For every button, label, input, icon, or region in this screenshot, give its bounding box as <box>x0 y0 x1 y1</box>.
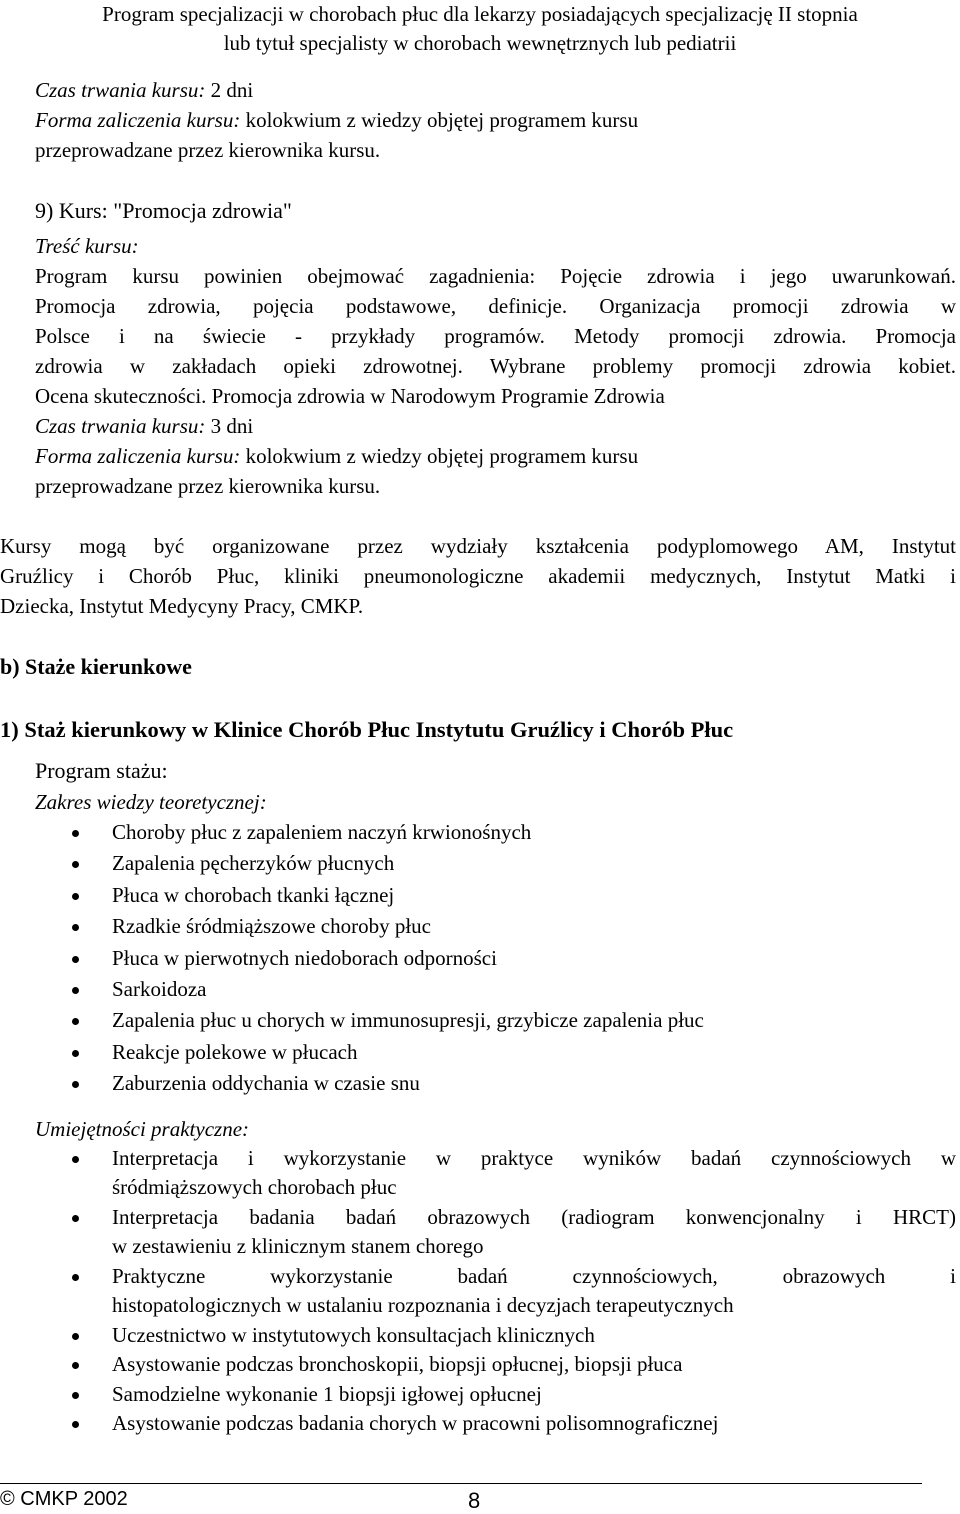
course8-duration <box>0 75 960 105</box>
list-item-line-2: histopatologicznych w ustalaniu rozpoznania i decyzjach terapeutycznych <box>112 1293 734 1318</box>
list-item <box>0 1321 960 1351</box>
list-item-line-1: Interpretacja i wykorzystanie w praktyce wyników badań czynnościowych w <box>112 1145 956 1170</box>
duration-value: 3 dni <box>205 414 254 438</box>
content-label: Treść kursu: <box>35 234 139 258</box>
list-item-line-1: Samodzielne wykonanie 1 biopsji igłowej opłucnej <box>112 1381 542 1406</box>
list-item-line-1: Asystowanie podczas bronchoskopii, biopsji opłucnej, biopsji płuca <box>112 1352 683 1377</box>
header-line-1: Program specjalizacji w chorobach płuc dla lekarzy posiadających specjalizację II stopnia <box>102 2 858 26</box>
form-value: kolokwium z wiedzy objętej programem kursu <box>240 108 639 132</box>
list-item <box>0 1262 960 1321</box>
footer-copyright: © CMKP 2002 <box>0 1488 128 1510</box>
list-item: Rzadkie śródmiąższowe choroby płuc <box>0 911 960 942</box>
stage1-program-label: Program stażu: <box>35 758 168 783</box>
page-header <box>0 0 960 58</box>
list-item <box>0 1380 960 1410</box>
list-item: Sarkoidoza <box>0 974 960 1005</box>
list-item-line-2: w zestawieniu z klinicznym stanem chorego <box>112 1234 484 1259</box>
organizers-line-1: Kursy mogą być organizowane przez wydziały kształcenia podyplomowego AM, Instytut <box>0 534 956 558</box>
duration-value: 2 dni <box>205 78 254 102</box>
duration-label: Czas trwania kursu: <box>35 414 206 438</box>
course9-form-cont: przeprowadzane przez kierownika kursu. <box>35 474 381 498</box>
course9-content-label <box>0 231 960 261</box>
list-item <box>0 1409 960 1439</box>
section-b-title: b) Staże kierunkowe <box>0 654 192 679</box>
list-item-line-1: Uczestnictwo w instytutowych konsultacjach klinicznych <box>112 1322 595 1347</box>
header-line-2: lub tytuł specjalisty w chorobach wewnętrznych lub pediatrii <box>223 31 737 55</box>
form-label: Forma zaliczenia kursu: <box>35 444 241 468</box>
skills-list <box>0 1144 960 1439</box>
course9-line-5: Ocena skuteczności. Promocja zdrowia w Narodowym Programie Zdrowia <box>35 384 665 408</box>
stage1-theory-label: Zakres wiedzy teoretycznej: <box>35 790 267 814</box>
form-label: Forma zaliczenia kursu: <box>35 108 241 132</box>
duration-label: Czas trwania kursu: <box>35 78 206 102</box>
course9-line-3: Polsce i na świecie - przykłady programów. Metody promocji zdrowia. Promocja <box>35 324 956 348</box>
page-content <box>0 75 960 1439</box>
form-value: kolokwium z wiedzy objętej programem kursu <box>240 444 639 468</box>
list-item-line-1: Praktyczne wykorzystanie badań czynnościowych, obrazowych i <box>112 1263 956 1288</box>
list-item: Choroby płuc z zapaleniem naczyń krwionośnych <box>0 817 960 848</box>
list-item: Zaburzenia oddychania w czasie snu <box>0 1068 960 1099</box>
course9-title: 9) Kurs: "Promocja zdrowia" <box>35 198 292 223</box>
list-item-line-1: Interpretacja badania badań obrazowych (radiogram konwencjonalny i HRCT) <box>112 1204 956 1229</box>
list-item-line-2: śródmiąższowych chorobach płuc <box>112 1175 397 1200</box>
course9-duration <box>0 411 960 441</box>
page-number: 8 <box>468 1488 481 1513</box>
list-item <box>0 1203 960 1262</box>
course9-form <box>0 441 960 471</box>
list-item: Zapalenia pęcherzyków płucnych <box>0 848 960 879</box>
list-item-line-1: Asystowanie podczas badania chorych w pracowni polisomnograficznej <box>112 1411 719 1436</box>
course8-form-cont: przeprowadzane przez kierownika kursu. <box>35 138 381 162</box>
course9-line-4: zdrowia w zakładach opieki zdrowotnej. Wybrane problemy promocji zdrowia kobiet. <box>35 354 956 378</box>
stage1-title: 1) Staż kierunkowy w Klinice Chorób Płuc Instytutu Gruźlicy i Chorób Płuc <box>0 717 734 742</box>
stage1-skills-label: Umiejętności praktyczne: <box>35 1116 250 1141</box>
course9-line-1: Program kursu powinien obejmować zagadnienia: Pojęcie zdrowia i jego uwarunkowań. <box>35 264 956 288</box>
list-item: Zapalenia płuc u chorych w immunosupresji, grzybicze zapalenia płuc <box>0 1005 960 1036</box>
list-item <box>0 1350 960 1380</box>
course8-form <box>0 105 960 135</box>
list-item: Płuca w chorobach tkanki łącznej <box>0 880 960 911</box>
course9-line-2: Promocja zdrowia, pojęcia podstawowe, definicje. Organizacja promocji zdrowia w <box>35 294 956 318</box>
list-item <box>0 1144 960 1203</box>
list-item: Płuca w pierwotnych niedoborach odporności <box>0 943 960 974</box>
footer-rule <box>0 1483 922 1484</box>
list-item: Reakcje polekowe w płucach <box>0 1037 960 1068</box>
organizers-line-3: Dziecka, Instytut Medycyny Pracy, CMKP. <box>0 594 364 618</box>
organizers-line-2: Gruźlicy i Chorób Płuc, kliniki pneumonologiczne akademii medycznych, Instytut Matki i <box>0 564 956 588</box>
theory-list <box>0 817 960 1100</box>
